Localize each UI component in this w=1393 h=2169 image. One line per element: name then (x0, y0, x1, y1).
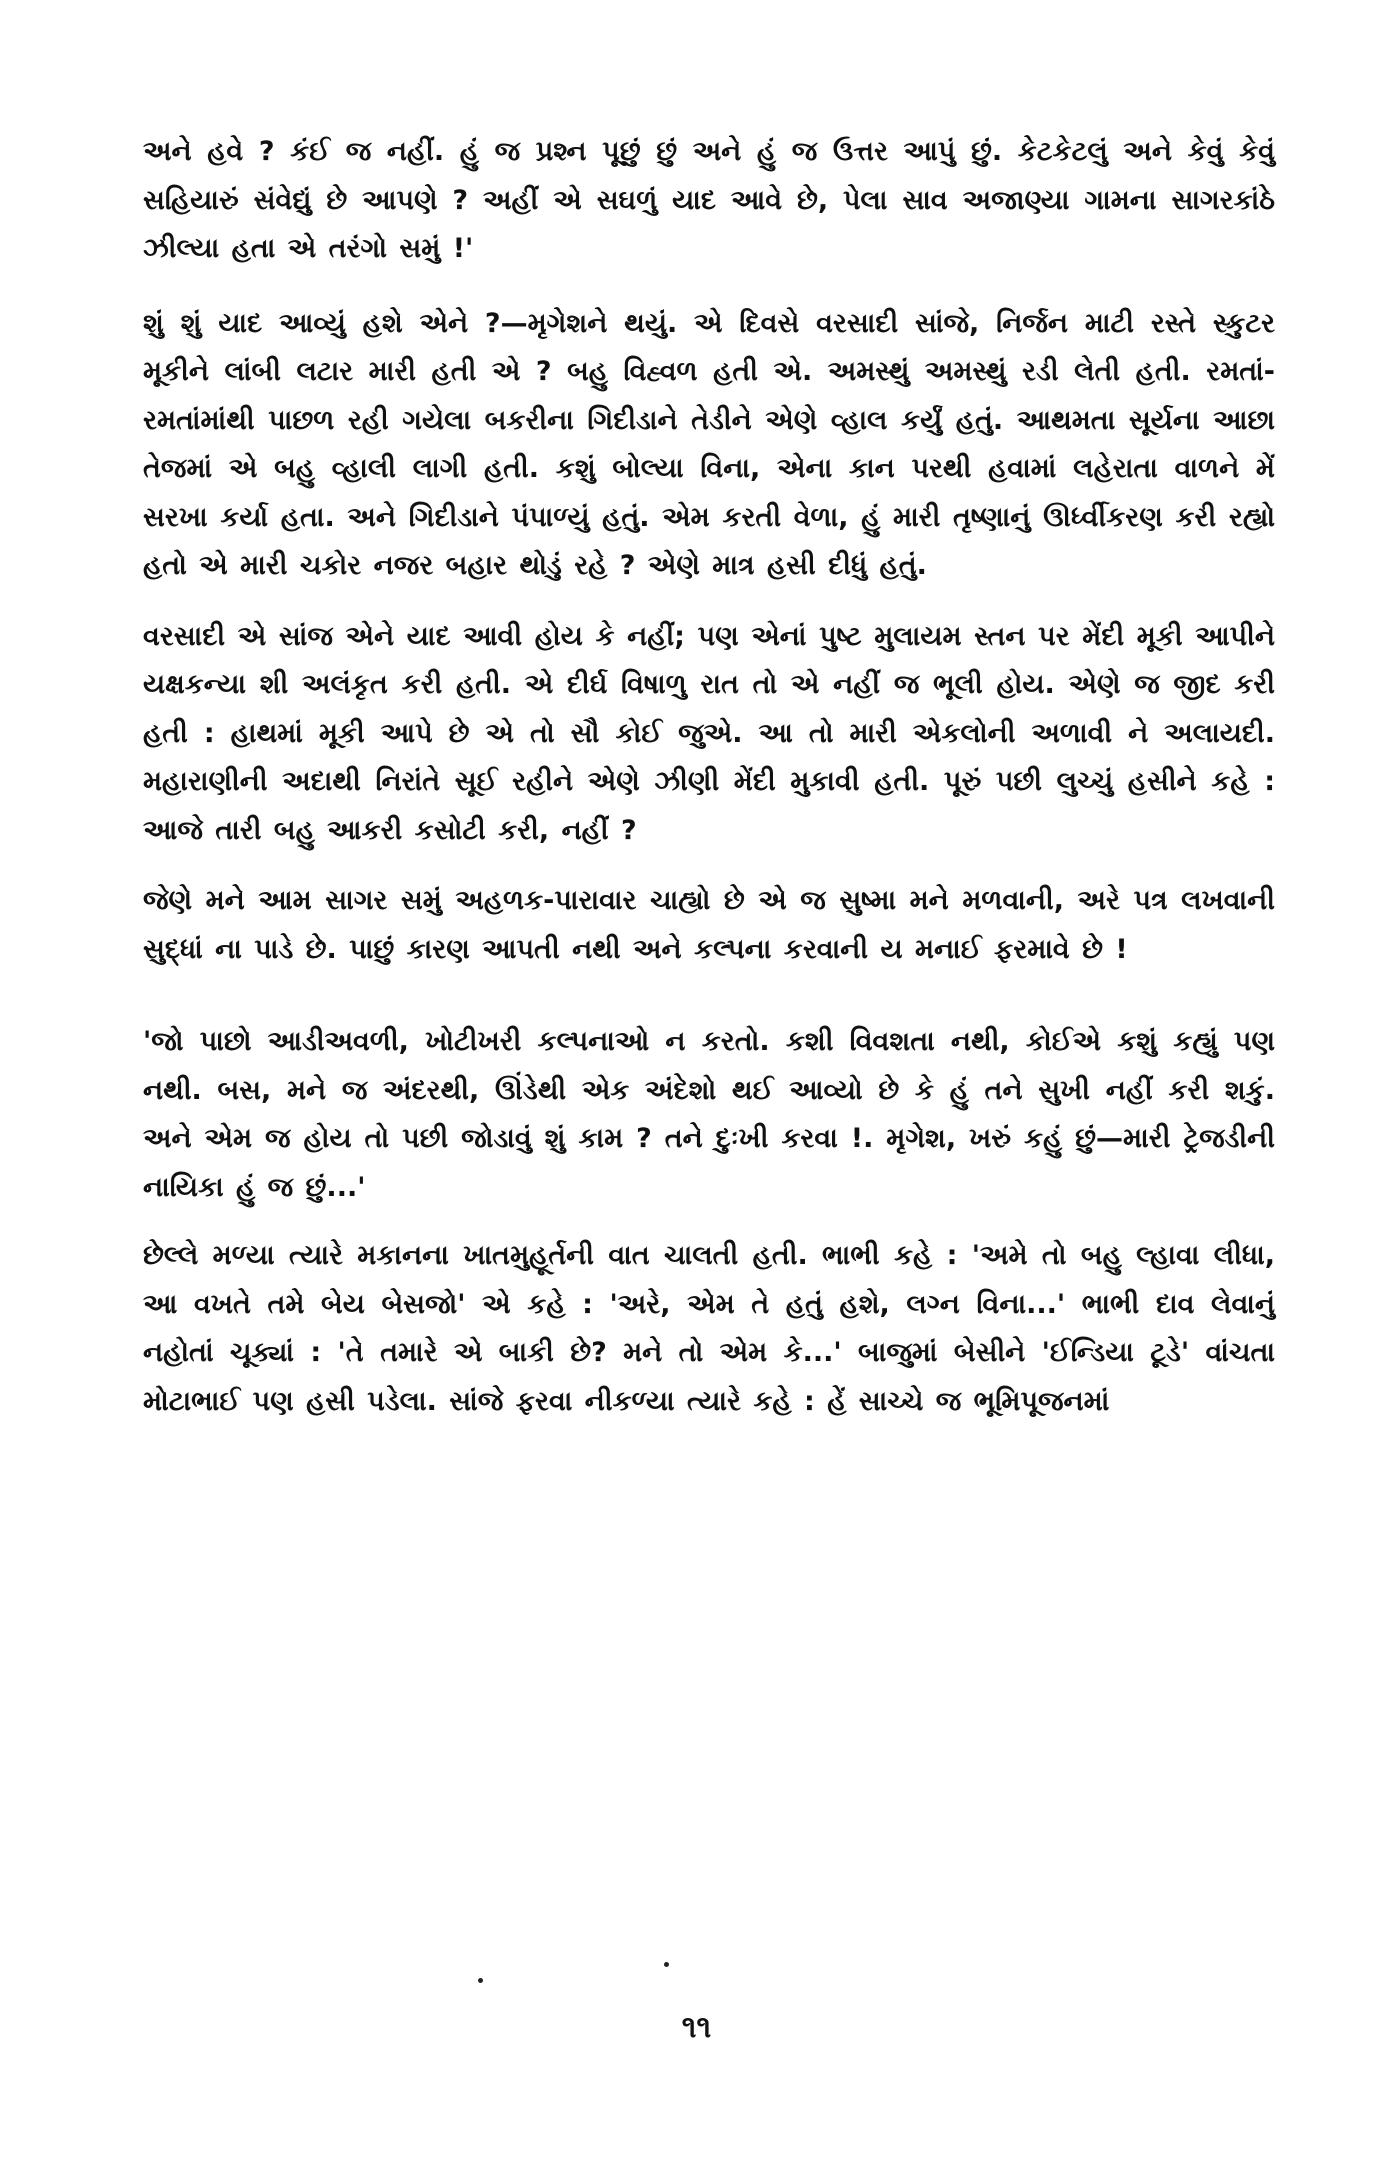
body-text (143, 128, 1275, 1426)
paragraph-2: શું શું યાદ આવ્યું હશે એને ?—મૃગેશને થયું. એ દિવસે વરસાદી સાંજે, નિર્જન માટી રસ્તે સ્કુટર મૂકીને લાંબી લટાર મારી હતી એ ? બહુ વિહ્વળ હતી એ. અમસ્થું અમસ્થું રડી લેતી હતી. રમતાં-રમતાંમાંથી પાછળ રહી ગયેલા બકરીના ગિદીડાને તેડીને એણે વ્હાલ કર્યું હતું. આથમતા સૂર્યના આછા તેજમાં એ બહુ વ્હાલી લાગી હતી. કશું બોલ્યા વિના, એના કાન પરથી હવામાં લહેરાતા વાળને મેં સરખા કર્યા હતા. અને ગિદીડાને પંપાળ્યું હતું. એમ કરતી વેળા, હું મારી તૃષ્ણાનું ઊર્ધ્વીકરણ કરી રહ્યો હતો એ મારી ચકોર નજર બહાર થોડું રહે ? એણે માત્ર હસી દીધું હતું. (143, 307, 1275, 581)
page-number: ૧૧ (681, 2010, 712, 2045)
print-speck (664, 1962, 669, 1967)
paragraph-6: છેલ્લે મળ્યા ત્યારે મકાનના ખાતમુહૂર્તની વાત ચાલતી હતી. ભાભી કહે : 'અમે તો બહુ લ્હાવા લીધા, આ વખતે તમે બેય બેસજો' એ કહે : 'અરે, એમ તે હતું હશે, લગ્ન વિના...' ભાભી દાવ લેવાનું નહોતાં ચૂક્યાં : 'તે તમારે એ બાકી છે? મને તો એમ કે...' બાજુમાં બેસીને 'ઈન્ડિયા ટૂડે' વાંચતા મોટાભાઈ પણ હસી પડેલા. સાંજે ફરવા નીકળ્યા ત્યારે કહે : હેં સાચ્ચે જ ભૂમિપૂજનમાં (143, 1240, 1275, 1417)
paragraph-4: જેણે મને આમ સાગર સમું અહળક-પારાવાર ચાહ્યો છે એ જ સુષ્મા મને મળવાની, અરે પત્ર લખવાની સુદ્ધાં ના પાડે છે. પાછું કારણ આપતી નથી અને કલ્પના કરવાની ય મનાઈ ફરમાવે છે ! (143, 885, 1275, 965)
paragraph-1: અને હવે ? કંઈ જ નહીં. હું જ પ્રશ્ન પૂછું છું અને હું જ ઉત્તર આપું છું. કેટકેટલું અને કેવું કેવું સહિયારું સંવેદ્યું છે આપણે ? અહીં એ સઘળું યાદ આવે છે, પેલા સાવ અજાણ્યા ગામના સાગરકાંઠે ઝીલ્યા હતા એ તરંગો સમું !' (143, 136, 1275, 264)
print-speck (478, 1978, 483, 1983)
paragraph-5: 'જો પાછો આડીઅવળી, ખોટીખરી કલ્પનાઓ ન કરતો. કશી વિવશતા નથી, કોઈએ કશું કહ્યું પણ નથી. બસ, મને જ અંદરથી, ઊંડેથી એક અંદેશો થઈ આવ્યો છે કે હું તને સુખી નહીં કરી શકું. અને એમ જ હોય તો પછી જોડાવું શું કામ ? તને દુઃખી કરવા !. મૃગેશ, ખરું કહું છું—મારી ટ્રેજડીની નાયિકા હું જ છું...' (143, 1026, 1275, 1203)
paragraph-3: વરસાદી એ સાંજ એને યાદ આવી હોય કે નહીં; પણ એનાં પુષ્ટ મુલાયમ સ્તન પર મેંદી મૂકી આપીને યક્ષકન્યા શી અલંકૃત કરી હતી. એ દીર્ઘ વિષાળુ રાત તો એ નહીં જ ભૂલી હોય. એણે જ જીદ કરી હતી : હાથમાં મૂકી આપે છે એ તો સૌ કોઈ જુએ. આ તો મારી એકલોની અળાવી ને અલાયદી. મહારાણીની અદાથી નિરાંતે સૂઈ રહીને એણે ઝીણી મેંદી મુકાવી હતી. પૂરું પછી લુચ્ચું હસીને કહે : આજે તારી બહુ આકરી કસોટી કરી, નહીં ? (143, 620, 1275, 846)
